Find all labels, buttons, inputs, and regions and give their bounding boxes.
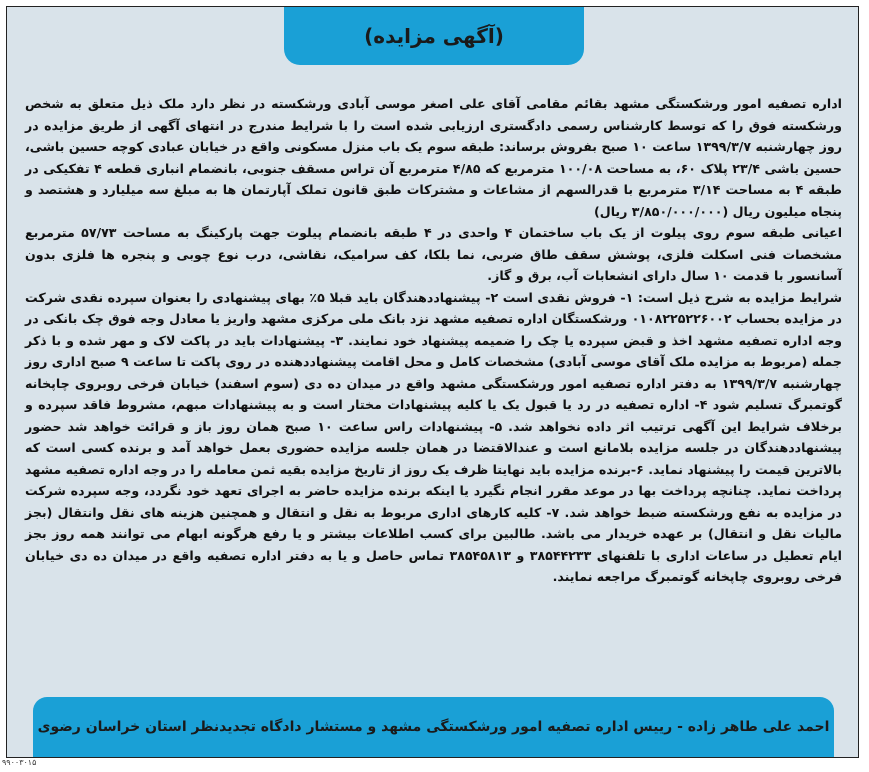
notice-body xyxy=(25,93,842,588)
auction-notice xyxy=(6,6,859,758)
paragraph-building-specs: اعیانی طبقه سوم روی پیلوت از یک باب ساختمان ۴ واحدی در ۴ طبقه بانضمام پیلوت جهت پارکینگ به مساحت ۵۷/۷۳ مترمربع مشخصات فنی اسکلت فلزی، پوشش سقف طاق ضربی، نما بلکا، کف سرامیک، نقاشی، درب نوع چوبی و پنجره ها فلزی بدون آسانسور با قدمت ۱۰ سال دارای انشعابات آب، برق و گاز. xyxy=(25,225,843,283)
title-banner xyxy=(284,7,584,65)
signature-text: احمد علی طاهر زاده - رییس اداره تصفیه امور ورشکستگی مشهد و مستشار دادگاه تجدیدنظر استان خراسان رضوی xyxy=(37,719,830,735)
notice-title: (آگهی مزایده) xyxy=(364,24,504,48)
signature-banner xyxy=(33,697,834,757)
paragraph-property-description: اداره تصفیه امور ورشکستگی مشهد بقائم مقامی آقای علی اصغر موسی آبادی ورشکسته در نظر دارد ملک ذیل متعلق به شخص ورشکسته فوق را که توسط کارشناس رسمی دادگستری ارزیابی شده است را با شرایط مندرج در انتهای آگهی از طریق مزایده در روز چهارشنبه ۱۳۹۹/۳/۷ ساعت ۱۰ صبح بفروش برساند: طبقه سوم یک باب منزل مسکونی واقع در خیابان عبادی کوچه حسین باشی، حسین باشی ۲۳/۴ پلاک ۶۰، به مساحت ۱۰۰/۰۸ مترمربع که ۴/۸۵ مترمربع آن تراس مسقف جنوبی، بانضمام انباری قطعه ۴ تفکیکی در طبقه ۴ به مساحت ۳/۱۴ مترمربع با قدرالسهم از مشاعات و مشترکات طبق قانون تملک آپارتمان ها به مبلغ سه میلیارد و هشتصد و پنجاه میلیون ریال (۳/۸۵۰/۰۰۰/۰۰۰ ریال) xyxy=(25,96,843,219)
paragraph-auction-conditions: شرایط مزایده به شرح ذیل است: ۱- فروش نقدی است ۲- پیشنهاددهندگان باید قبلا ۵٪ بهای پیشنهادی را بعنوان سپرده نقدی شرکت در مزایده بحساب ۰۱۰۸۲۲۵۲۲۶۰۰۲ ورشکستگان اداره تصفیه مشهد نزد بانک ملی مرکزی مشهد واریز یا معادل وجه فوق چک بانکی در وجه اداره تصفیه مشهد اخذ و قبض سپرده یا چک را ضمیمه پیشنهاد خود نمایند. ۳- پیشنهادات باید در پاکت لاک و مهر شده و با ذکر جمله (مربوط به مزایده ملک آقای موسی آبادی) مشخصات کامل و محل اقامت پیشنهاددهنده در روی پاکت تا ساعت ۹ صبح اداری روز چهارشنبه ۱۳۹۹/۳/۷ به دفتر اداره تصفیه امور ورشکستگی مشهد واقع در میدان ده دی (سوم اسفند) خیابان فرخی روبروی چاپخانه گوتمبرگ تسلیم شود ۴- اداره تصفیه در رد یا قبول یک یا کلیه پیشنهادات مختار است و به پیشنهادات مبهم، مشروط فاقد سپرده و برخلاف شرایط این آگهی ترتیب اثر داده نخواهد شد. ۵- پیشنهادات راس ساعت ۱۰ صبح همان روز باز و قرائت خواهد شد حضور پیشنهاددهندگان در جلسه مزایده بلامانع است و عندالاقتضا در همان جلسه مزایده حضوری بعمل خواهد آمد و برنده کسی است که بالاترین قیمت را پیشنهاد نماید. ۶-برنده مزایده باید نهایتا ظرف یک روز از تاریخ مزایده بقیه ثمن معامله را در وجه اداره تصفیه مشهد پرداخت نماید. چنانچه پرداخت بها در موعد مقرر انجام نگیرد یا اینکه برنده مزایده حاضر به اجرای تعهد خود نگردد، وجه سپرده شرکت در مزایده به نفع ورشکسته ضبط خواهد شد. ۷- کلیه کارهای اداری مربوط به نقل و انتقال و همچنین هزینه های نقل وانتقال (بجز مالیات نقل و انتقال) بر عهده خریدار می باشد. طالبین برای کسب اطلاعات بیشتر و یا رفع هرگونه ابهام می توانند همه روز بجز ایام تعطیل در ساعات اداری با تلفنهای ۳۸۵۴۴۲۳۳ و ۳۸۵۴۵۸۱۳ تماس حاصل و یا به دفتر اداره تصفیه واقع در میدان ده دی خیابان فرخی روبروی چاپخانه گوتمبرگ مراجعه نمایند. xyxy=(24,289,842,584)
notice-code: ۹۹۰۰۳۰۱۵ xyxy=(2,758,37,767)
